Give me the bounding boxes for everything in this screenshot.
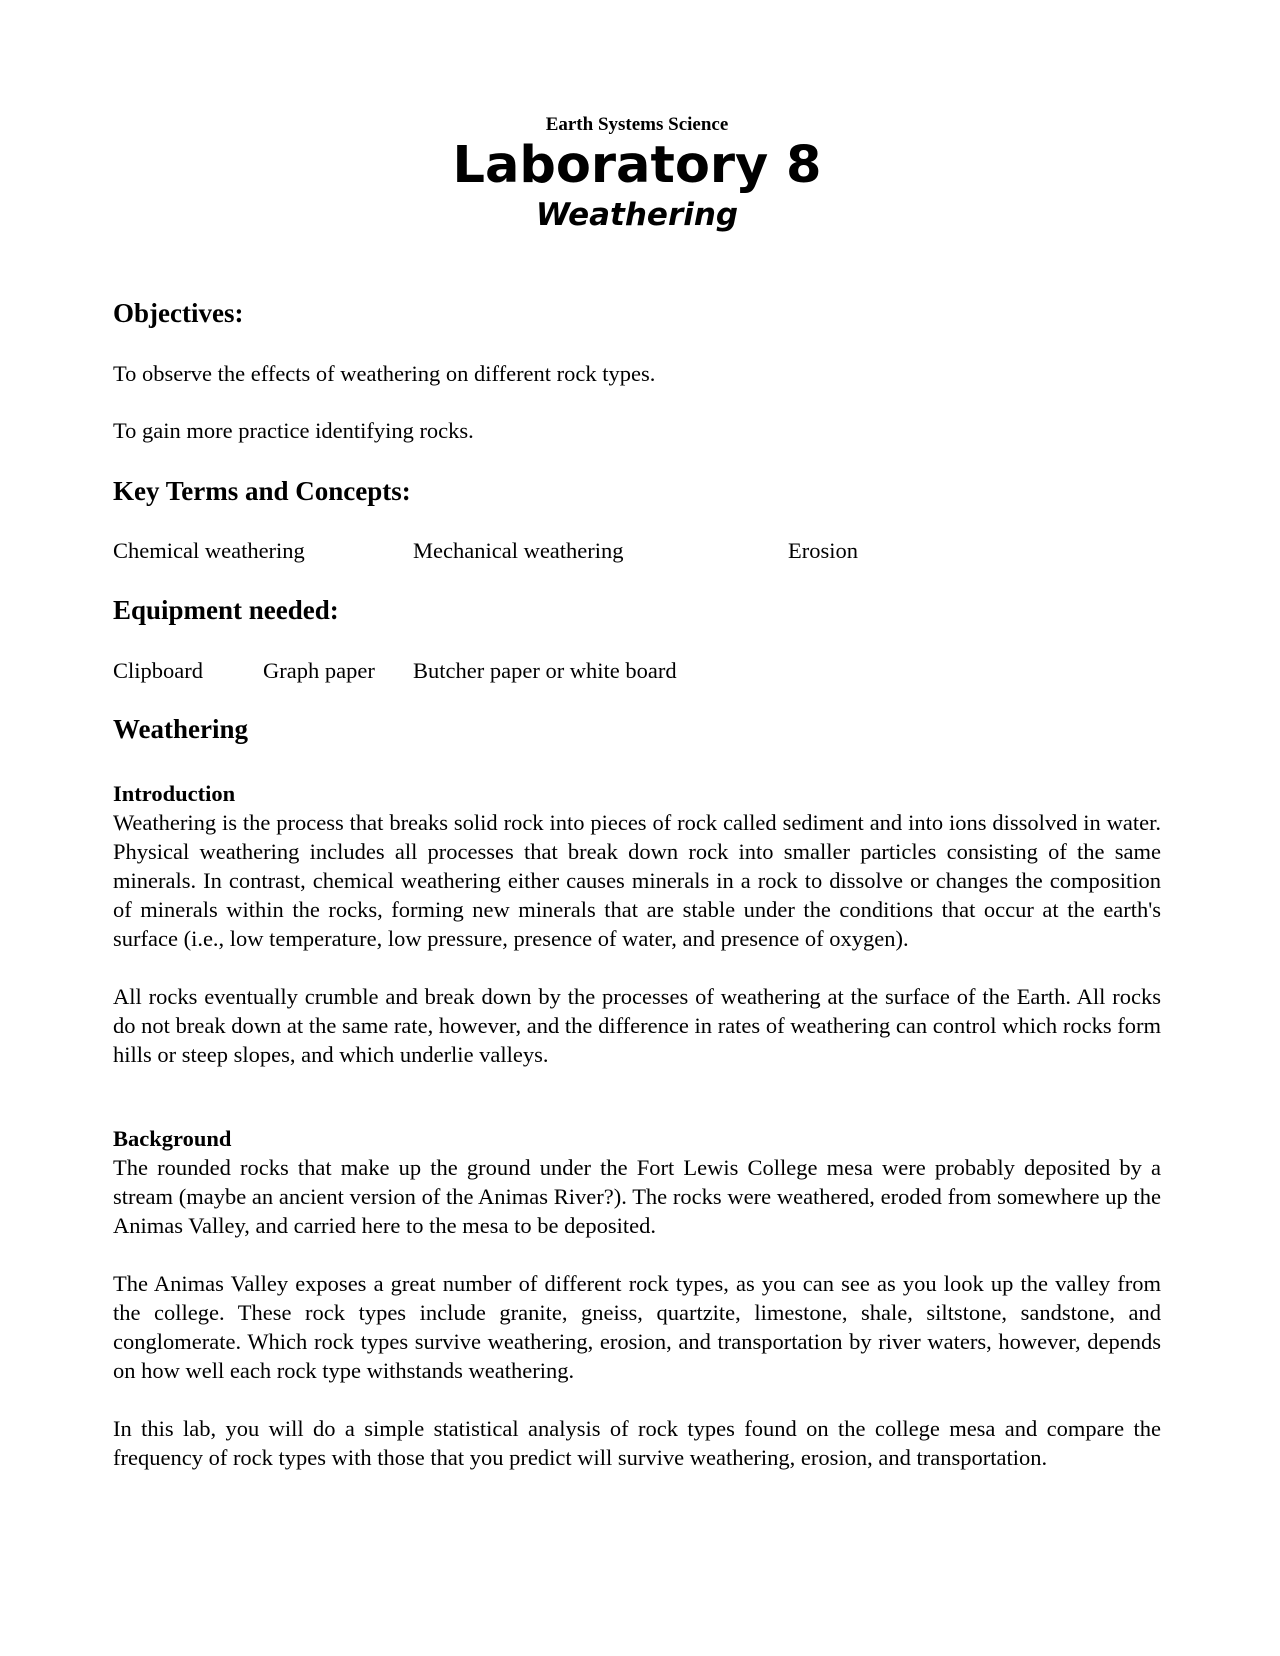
- background-paragraph: In this lab, you will do a simple statistical analysis of rock types found on the college mesa and compare the frequency of rock types with those that you predict will survive weathering, erosion, and transportation.: [113, 1416, 1161, 1470]
- equipment-heading: Equipment needed:: [113, 595, 339, 625]
- key-terms-heading: Key Terms and Concepts:: [113, 476, 411, 506]
- background-heading: Background: [113, 1126, 232, 1151]
- objective-item: To gain more practice identifying rocks.: [113, 418, 474, 443]
- background-paragraph: The rounded rocks that make up the ground under the Fort Lewis College mesa were probably deposited by a stream (maybe an ancient version of the Animas River?). The rocks were weathered, eroded from somewhere up the Animas Valley, and carried here to the mesa to be deposited.: [113, 1155, 1161, 1238]
- introduction-paragraph: All rocks eventually crumble and break down by the processes of weathering at the surface of the Earth. All rocks do not break down at the same rate, however, and the difference in rates of weathering can control which rocks form hills or steep slopes, and which underlie valleys.: [113, 984, 1161, 1067]
- key-term: Chemical weathering: [113, 538, 305, 563]
- objective-item: To observe the effects of weathering on different rock types.: [113, 361, 656, 386]
- introduction-paragraph: Weathering is the process that breaks solid rock into pieces of rock called sediment and into ions dissolved in water. Physical weathering includes all processes that break down rock into smaller particles consisting of the same minerals. In contrast, chemical weathering either causes minerals in a rock to dissolve or changes the composition of minerals within the rocks, forming new minerals that are stable under the conditions that occur at the earth's surface (i.e., low temperature, low pressure, presence of water, and presence of oxygen).: [113, 810, 1161, 951]
- equipment-item: Butcher paper or white board: [413, 658, 677, 683]
- key-terms-list: [113, 536, 1161, 565]
- background-section: [113, 1124, 1161, 1472]
- lab-subtitle: Weathering: [535, 197, 739, 233]
- background-paragraph: The Animas Valley exposes a great number of different rock types, as you can see as you look up the valley from the college. These rock types include granite, gneiss, quartzite, limestone, shale, siltstone, sandstone, and conglomerate. Which rock types survive weathering, erosion, and transportation by river waters, however, depends on how well each rock type withstands weathering.: [113, 1271, 1161, 1383]
- key-term: Erosion: [788, 538, 858, 563]
- objectives-heading: Objectives:: [113, 298, 244, 328]
- equipment-item: Graph paper: [263, 658, 375, 683]
- lab-title: Laboratory 8: [452, 136, 822, 195]
- key-term: Mechanical weathering: [413, 538, 624, 563]
- equipment-list: [113, 656, 1161, 685]
- course-name: Earth Systems Science: [545, 114, 729, 135]
- equipment-item: Clipboard: [113, 658, 203, 683]
- introduction-section: [113, 779, 1161, 1069]
- introduction-heading: Introduction: [113, 781, 236, 806]
- weathering-heading: Weathering: [113, 714, 248, 744]
